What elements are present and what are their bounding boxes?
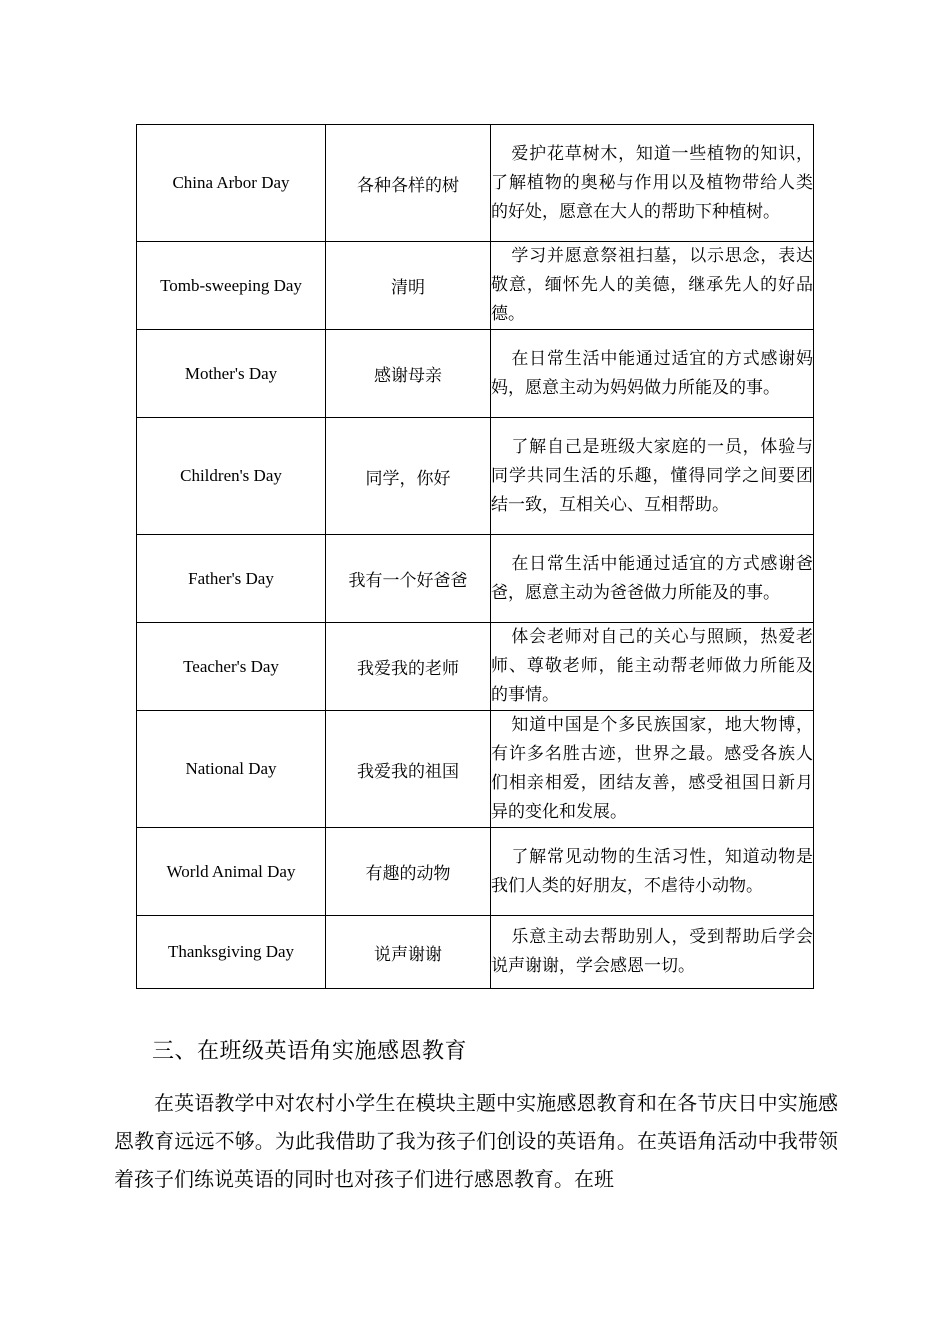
table-row: [137, 916, 814, 989]
theme-title: 说声谢谢: [326, 916, 491, 989]
education-goal: [491, 916, 814, 989]
table-row: [137, 125, 814, 242]
education-goal: [491, 535, 814, 623]
theme-title: 感谢母亲: [326, 330, 491, 418]
education-goal: [491, 828, 814, 916]
theme-title: 我有一个好爸爸: [326, 535, 491, 623]
festival-english-name: Children's Day: [137, 418, 326, 535]
festival-english-name: Mother's Day: [137, 330, 326, 418]
table-row: [137, 242, 814, 330]
education-goal: [491, 711, 814, 828]
body-paragraph: 在英语教学中对农村小学生在模块主题中实施感恩教育和在各节庆日中实施感恩教育远远不够。为此我借助了我为孩子们创设的英语角。在英语角活动中我带领着孩子们练说英语的同时也对孩子们进行感恩教育。在班: [114, 1091, 838, 1191]
education-goal-text: 乐意主动去帮助别人，受到帮助后学会说声谢谢，学会感恩一切。: [491, 927, 813, 976]
education-goal-text: 知道中国是个多民族国家，地大物博，有许多名胜古迹，世界之最。感受各族人们相亲相爱，团结友善，感受祖国日新月异的变化和发展。: [491, 715, 813, 822]
education-goal: [491, 125, 814, 242]
section-heading: 三、在班级英语角实施感恩教育: [152, 1039, 468, 1064]
festival-english-name: Tomb-sweeping Day: [137, 242, 326, 330]
festival-english-name: Teacher's Day: [137, 623, 326, 711]
education-goal-text: 爱护花草树木，知道一些植物的知识，了解植物的奥秘与作用以及植物带给人类的好处，愿意在大人的帮助下种植树。: [491, 143, 813, 222]
education-goal: [491, 242, 814, 330]
education-goal-text: 了解自己是班级大家庭的一员，体验与同学共同生活的乐趣，懂得同学之间要团结一致，互相关心、互相帮助。: [491, 436, 813, 515]
table-row: [137, 711, 814, 828]
festival-table: [136, 124, 814, 989]
theme-title: 同学，你好: [326, 418, 491, 535]
festival-english-name: World Animal Day: [137, 828, 326, 916]
theme-title: 清明: [326, 242, 491, 330]
education-goal-text: 在日常生活中能通过适宜的方式感谢爸爸，愿意主动为爸爸做力所能及的事。: [491, 553, 813, 603]
table-row: [137, 535, 814, 623]
theme-title: 有趣的动物: [326, 828, 491, 916]
festival-english-name: China Arbor Day: [137, 125, 326, 242]
table-row: [137, 623, 814, 711]
education-goal-text: 了解常见动物的生活习性，知道动物是我们人类的好朋友，不虐待小动物。: [491, 846, 813, 896]
education-goal: [491, 623, 814, 711]
theme-title: 我爱我的祖国: [326, 711, 491, 828]
theme-title: 我爱我的老师: [326, 623, 491, 711]
festival-english-name: National Day: [137, 711, 326, 828]
festival-english-name: Thanksgiving Day: [137, 916, 326, 989]
festival-english-name: Father's Day: [137, 535, 326, 623]
education-goal-text: 学习并愿意祭祖扫墓，以示思念，表达敬意，缅怀先人的美德，继承先人的好品德。: [491, 246, 813, 324]
table-row: [137, 330, 814, 418]
table-row: [137, 418, 814, 535]
education-goal-text: 在日常生活中能通过适宜的方式感谢妈妈，愿意主动为妈妈做力所能及的事。: [491, 348, 813, 398]
theme-title: 各种各样的树: [326, 125, 491, 242]
education-goal: [491, 330, 814, 418]
table-row: [137, 828, 814, 916]
education-goal-text: 体会老师对自己的关心与照顾，热爱老师、尊敬老师，能主动帮老师做力所能及的事情。: [491, 627, 813, 705]
education-goal: [491, 418, 814, 535]
